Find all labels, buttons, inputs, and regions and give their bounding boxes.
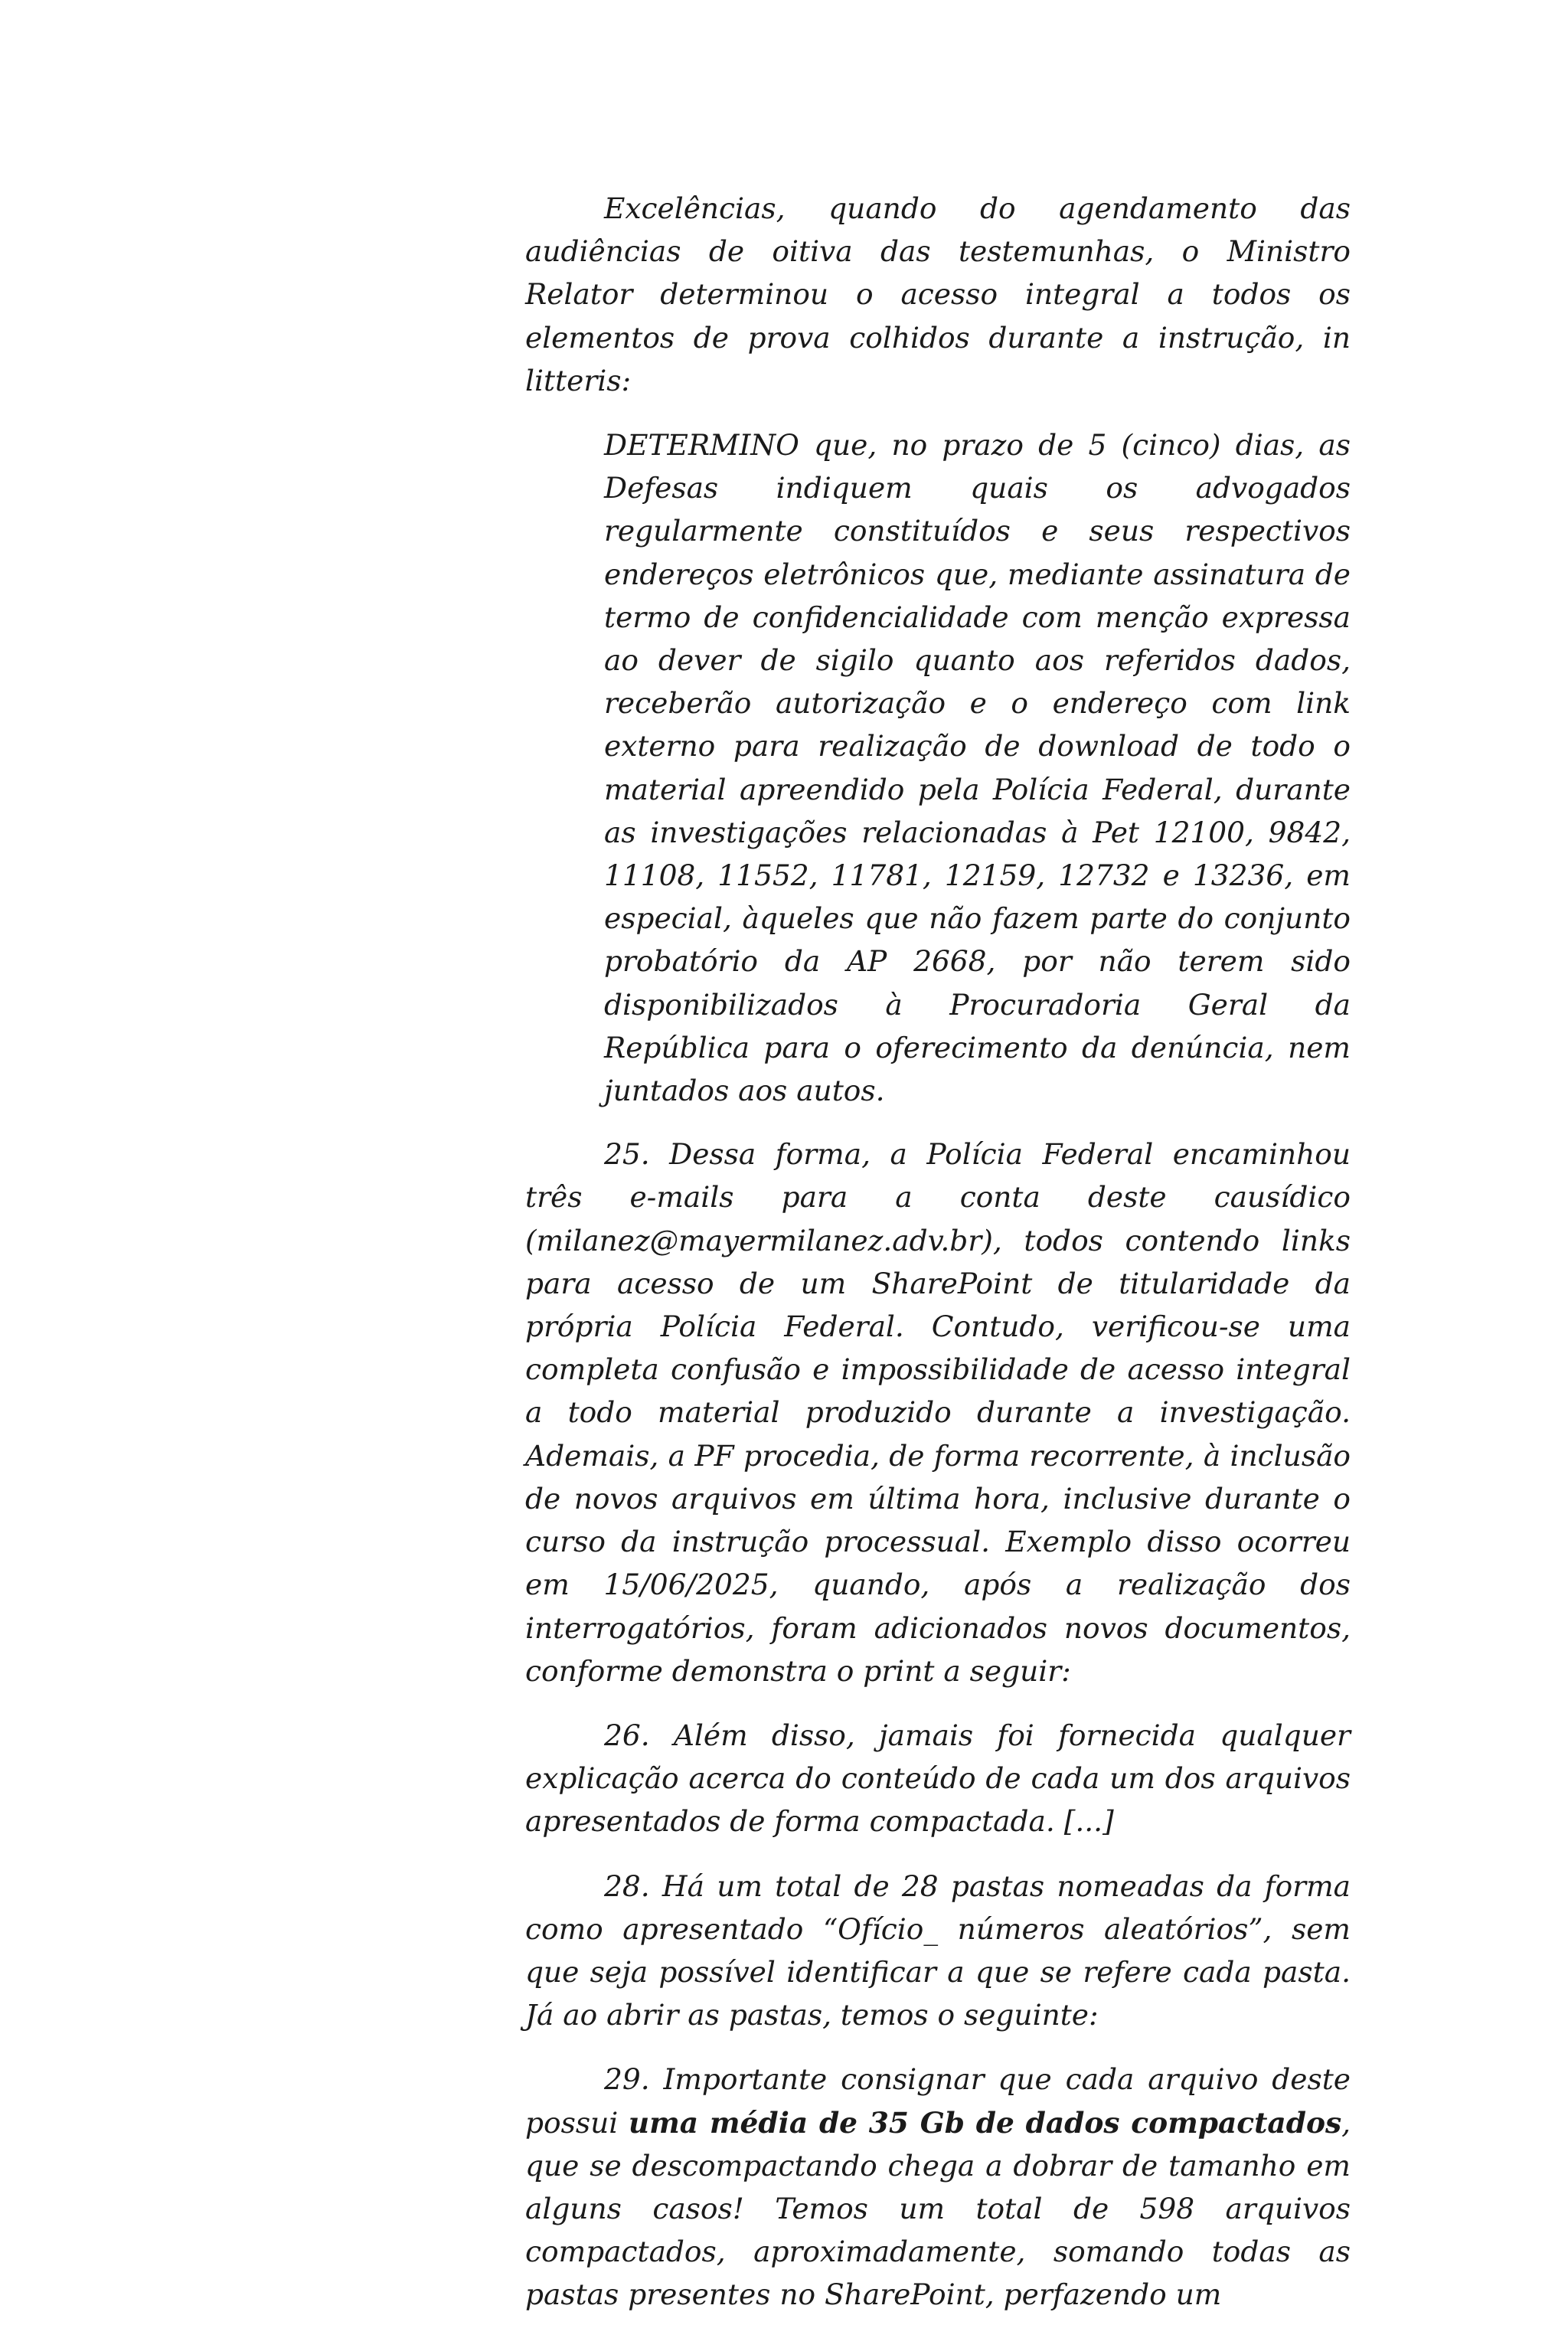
paragraph-29 — [525, 2058, 1351, 2316]
paragraph-28: 28. Há um total de 28 pastas nomeadas da forma como apresentado “Ofício_ números aleatórios”, sem que seja possível identificar a que se refere cada pasta. Já ao abrir as pastas, temos o seguinte: — [525, 1869, 1351, 2032]
body-text — [525, 187, 1351, 2338]
paragraph-29-emphasis: uma média de 35 Gb de dados compactados — [628, 2105, 1342, 2140]
paragraph-29-start: 29. Importante consignar que cada arquivo deste possui — [525, 2062, 1351, 2140]
paragraph-26: 26. Além disso, jamais foi fornecida qualquer explicação acerca do conteúdo de cada um dos arquivos apresentados de forma compactada. [...] — [525, 1718, 1351, 1839]
paragraph-intro: Excelências, quando do agendamento das audiências de oitiva das testemunhas, o Ministro Relator determinou o acesso integral a todos os elementos de prova colhidos durante a instrução, in litteris: — [525, 191, 1351, 397]
block-quote-determination: DETERMINO que, no prazo de 5 (cinco) dias, as Defesas indiquem quais os advogados regularmente constituídos e seus respectivos endereços eletrônicos que, mediante assinatura de termo de confidencialidade com menção expressa ao dever de sigilo quanto aos referidos dados, receberão autorização e o endereço com link externo para realização de download de todo o material apreendido pela Polícia Federal, durante as investigações relacionadas à Pet 12100, 9842, 11108, 11552, 11781, 12159, 12732 e 13236, em especial, àqueles que não fazem parte do conjunto probatório da AP 2668, por não terem sido disponibilizados à Procuradoria Geral da República para o oferecimento da denúncia, nem juntados aos autos. — [604, 428, 1351, 1108]
paragraph-25: 25. Dessa forma, a Polícia Federal encaminhou três e-mails para a conta deste causídico (milanez@mayermilanez.adv.br), todos contendo links para acesso de um SharePoint de titularidade da própria Polícia Federal. Contudo, verificou-se uma completa confusão e impossibilidade de acesso integral a todo material produzido durante a investigação. Ademais, a PF procedia, de forma recorrente, à inclusão de novos arquivos em última hora, inclusive durante o curso da instrução processual. Exemplo disso ocorreu em 15/06/2025, quando, após a realização dos interrogatórios, foram adicionados novos documentos, conforme demonstra o print a seguir: — [525, 1137, 1351, 1688]
paragraph-29-end: , que se descompactando chega a dobrar de tamanho em alguns casos! Temos um total de 598 arquivos compactados, aproximadamente, somando todas as pastas presentes no SharePoint, perfazendo um — [525, 2105, 1351, 2312]
